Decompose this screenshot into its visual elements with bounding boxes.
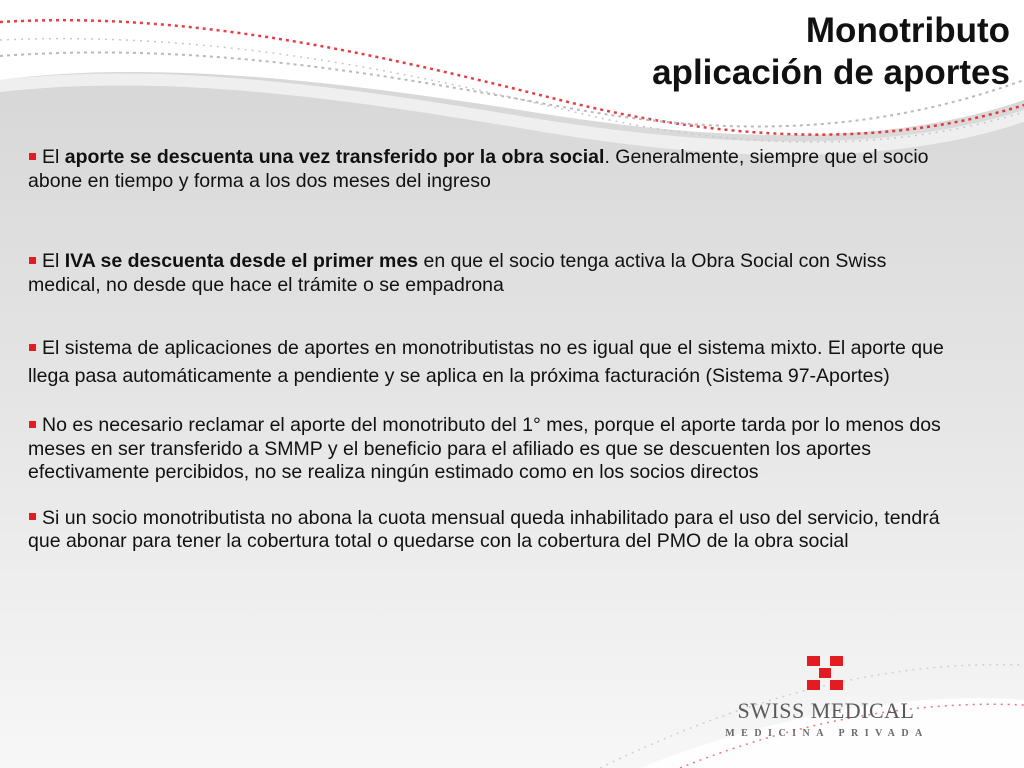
bullet-item: El aporte se descuenta una vez transferido por la obra social. Generalmente, siempre que el socio abone en tiempo y forma a los dos meses del ingreso <box>28 146 929 192</box>
bullet-bold-text: IVA se descuenta desde el primer mes <box>64 250 419 272</box>
bullet-square-icon <box>29 153 36 160</box>
bullet-item: No es necesario reclamar el aporte del monotributo del 1° mes, porque el aporte tarda por lo menos dos meses en ser transferido a SMMP y el beneficio para el afiliado es que se descuenten los aportes efectivamente percibidos, no se realiza ningún estimado como en los socios directos <box>28 414 941 483</box>
swiss-medical-logo <box>716 656 936 746</box>
red-cross-icon <box>807 656 843 692</box>
title-line-2: aplicación de aportes <box>652 53 1010 92</box>
bullet-bold-text: aporte se descuenta una vez transferido por la obra social <box>64 146 605 168</box>
bullet-square-icon <box>29 513 36 520</box>
bullet-square-icon <box>29 421 36 428</box>
bullet-item: El IVA se descuenta desde el primer mes en que el socio tenga activa la Obra Social con Swiss medical, no desde que hace el trámite o se empadrona <box>28 250 887 296</box>
bullet-list <box>28 146 958 554</box>
bullet-square-icon <box>29 257 36 264</box>
logo-name: SWISS MEDICAL <box>737 698 915 723</box>
bullet-square-icon <box>29 344 36 351</box>
title-line-1: Monotributo <box>805 11 1010 50</box>
bullet-item: Si un socio monotributista no abona la cuota mensual queda inhabilitado para el uso del servicio, tendrá que abonar para tener la cobertura total o quedarse con la cobertura del PMO de la obra social <box>28 506 940 552</box>
logo-tagline: MEDICINA PRIVADA <box>725 728 929 739</box>
bullet-item: El sistema de aplicaciones de aportes en monotributistas no es igual que el sistema mixto. El aporte que llega pasa automáticamente a pendiente y se aplica en la próxima facturación (Sistema 97-Aportes) <box>28 337 944 387</box>
slide-title <box>652 10 1010 94</box>
